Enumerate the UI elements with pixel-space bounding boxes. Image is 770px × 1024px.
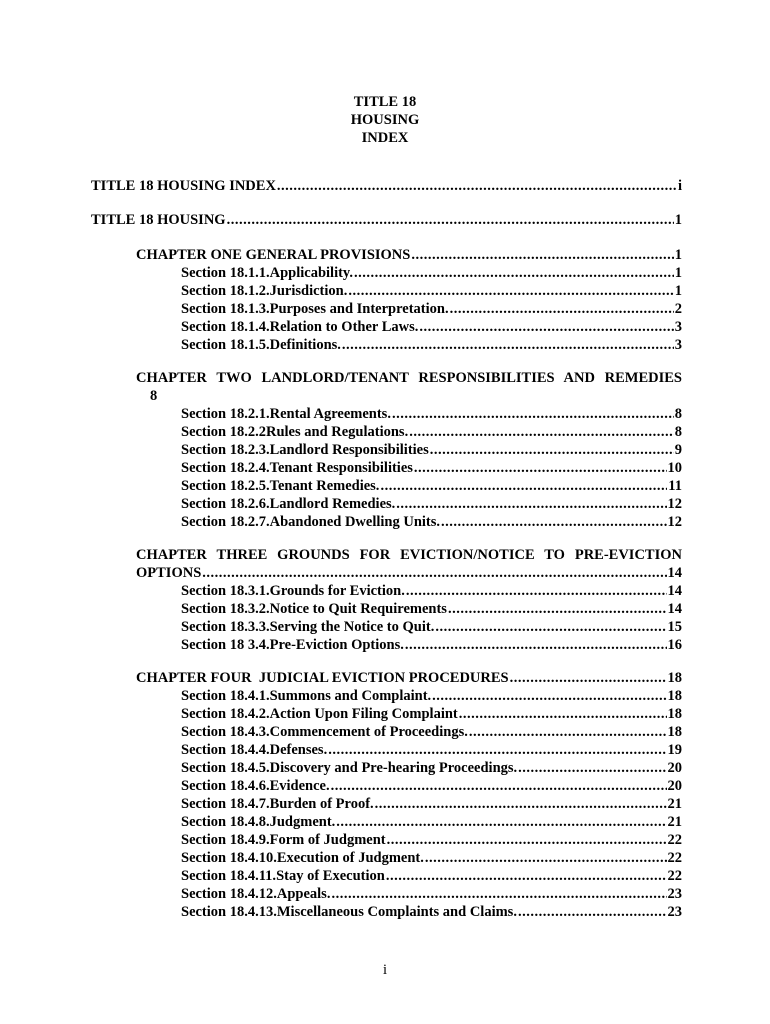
- dot-leader: [518, 903, 667, 921]
- toc-section[interactable]: [181, 495, 682, 513]
- toc-section[interactable]: [181, 318, 682, 336]
- toc-page-number: 16: [667, 637, 682, 653]
- section-number: Section 18.4.1.: [181, 688, 270, 704]
- toc-section[interactable]: [181, 405, 682, 423]
- section-number: Section 18.4.12.: [181, 886, 277, 902]
- toc-entry-text: TITLE 18 HOUSING INDEX: [91, 178, 276, 194]
- toc-page-number: 14: [667, 601, 682, 617]
- toc-page-number: 3: [674, 337, 682, 353]
- section-title: Tenant Remedies.: [269, 478, 380, 494]
- toc-page-number: i: [677, 178, 682, 194]
- toc-page-number: 18: [667, 706, 682, 722]
- dot-leader: [375, 795, 667, 813]
- section-title: Tenant Responsibilities: [269, 460, 413, 476]
- dot-leader: [348, 282, 673, 300]
- dot-leader: [387, 831, 667, 849]
- section-number: Section 18.2.2: [181, 424, 266, 440]
- dot-leader: [354, 264, 674, 282]
- section-number: Section 18.3.1.: [181, 583, 270, 599]
- dot-leader: [450, 300, 674, 318]
- toc-section[interactable]: [181, 759, 682, 777]
- section-title: Notice to Quit Requirements: [269, 601, 447, 617]
- dot-leader: [336, 813, 666, 831]
- dot-leader: [396, 495, 666, 513]
- dot-leader: [380, 477, 667, 495]
- toc-page-number: 18: [667, 724, 682, 740]
- toc-section[interactable]: [181, 459, 682, 477]
- toc-section[interactable]: [181, 723, 682, 741]
- section-title: Appeals.: [276, 886, 331, 902]
- toc-entry-title-housing[interactable]: [91, 211, 682, 229]
- toc-section[interactable]: [181, 618, 682, 636]
- dot-leader: [386, 867, 667, 885]
- section-title: Discovery and Pre-hearing Proceedings.: [269, 760, 518, 776]
- toc-section[interactable]: [181, 849, 682, 867]
- section-number: Section 18.2.4.: [181, 460, 270, 476]
- section-number: Section 18.4.6.: [181, 778, 270, 794]
- section-number: Section 18.4.5.: [181, 760, 270, 776]
- toc-page-number: 1: [674, 212, 682, 228]
- section-title: Rental Agreements.: [269, 406, 391, 422]
- dot-leader: [459, 705, 667, 723]
- section-title: Defenses.: [269, 742, 328, 758]
- dot-leader: [227, 211, 674, 229]
- toc-page-number: 20: [667, 760, 682, 776]
- section-title: Burden of Proof.: [269, 796, 374, 812]
- dot-leader: [441, 513, 666, 531]
- toc-section[interactable]: [181, 687, 682, 705]
- section-title: Execution of Judgment.: [276, 850, 424, 866]
- chapter-title: CHAPTER ONE GENERAL PROVISIONS: [136, 247, 411, 263]
- section-title: Form of Judgment: [269, 832, 386, 848]
- chapter-title: OPTIONS: [136, 565, 202, 581]
- toc-page-number: 9: [674, 442, 682, 458]
- section-number: Section 18.2.7.: [181, 514, 270, 530]
- section-title: Judgment.: [269, 814, 336, 830]
- section-number: Section 18 3.4.: [181, 637, 270, 653]
- toc-page-number: 23: [667, 886, 682, 902]
- toc-section[interactable]: [181, 477, 682, 495]
- toc-page-number: 12: [667, 514, 682, 530]
- toc-chapter-three[interactable]: [136, 546, 682, 564]
- section-number: Section 18.2.5.: [181, 478, 270, 494]
- page-number: i: [382, 962, 388, 978]
- toc-section[interactable]: [181, 423, 682, 441]
- section-number: Section 18.2.6.: [181, 496, 270, 512]
- toc-section[interactable]: [181, 867, 682, 885]
- toc-page-number: 11: [668, 478, 682, 494]
- dot-leader: [518, 759, 666, 777]
- toc-page-number: 1: [674, 265, 682, 281]
- section-title: Serving the Notice to Quit.: [269, 619, 435, 635]
- toc-section[interactable]: [181, 282, 682, 300]
- toc-chapter-two[interactable]: [136, 369, 682, 405]
- dot-leader: [411, 246, 673, 264]
- toc-section[interactable]: [181, 636, 682, 654]
- toc-section[interactable]: [181, 813, 682, 831]
- toc-page-number: 3: [674, 319, 682, 335]
- section-number: Section 18.4.7.: [181, 796, 270, 812]
- section-number: Section 18.4.13.: [181, 904, 277, 920]
- toc-section[interactable]: [181, 300, 682, 318]
- section-title: Miscellaneous Complaints and Claims.: [276, 904, 517, 920]
- toc-section[interactable]: [181, 441, 682, 459]
- section-title: Evidence.: [269, 778, 330, 794]
- toc-page-number: 18: [667, 688, 682, 704]
- section-title: Summons and Complaint.: [269, 688, 432, 704]
- title-line: TITLE 18: [353, 94, 417, 110]
- section-number: Section 18.3.3.: [181, 619, 270, 635]
- section-number: Section 18.1.1.: [181, 265, 270, 281]
- toc-page-number: 8: [674, 406, 682, 422]
- section-number: Section 18.2.1.: [181, 406, 270, 422]
- toc-section[interactable]: [181, 513, 682, 531]
- section-number: Section 18.1.4.: [181, 319, 270, 335]
- dot-leader: [419, 318, 673, 336]
- dot-leader: [202, 564, 666, 582]
- dot-leader: [448, 600, 667, 618]
- toc-section[interactable]: [181, 582, 682, 600]
- toc-section[interactable]: [181, 741, 682, 759]
- section-number: Section 18.1.5.: [181, 337, 270, 353]
- section-title: Abandoned Dwelling Units.: [269, 514, 441, 530]
- toc-page-number: 21: [667, 796, 682, 812]
- chapter-title: CHAPTER FOUR JUDICIAL EVICTION PROCEDURES: [136, 670, 509, 686]
- toc-page-number: 14: [667, 583, 682, 599]
- section-title: Purposes and Interpretation.: [269, 301, 449, 317]
- section-number: Section 18.4.3.: [181, 724, 270, 740]
- section-title: Landlord Responsibilities: [269, 442, 429, 458]
- section-title: Landlord Remedies.: [269, 496, 396, 512]
- toc-page-number: 23: [667, 904, 682, 920]
- toc-page-number: 18: [667, 670, 682, 686]
- dot-leader: [331, 885, 666, 903]
- toc-section[interactable]: [181, 705, 682, 723]
- dot-leader: [469, 723, 667, 741]
- dot-leader: [414, 459, 667, 477]
- toc-section[interactable]: [181, 903, 682, 921]
- toc-section[interactable]: [181, 885, 682, 903]
- section-title: Jurisdiction.: [269, 283, 348, 299]
- toc-section[interactable]: [181, 600, 682, 618]
- dot-leader: [331, 777, 667, 795]
- toc-entry-title-index[interactable]: [91, 177, 682, 195]
- toc-chapter-one[interactable]: [136, 246, 682, 264]
- toc-page-number: 8: [150, 388, 158, 404]
- section-title: Rules and Regulations.: [265, 424, 409, 440]
- section-number: Section 18.4.10.: [181, 850, 277, 866]
- toc-page-number: 22: [667, 850, 682, 866]
- section-number: Section 18.4.11.: [181, 868, 277, 884]
- toc-section[interactable]: [181, 336, 682, 354]
- toc-page-number: 22: [667, 832, 682, 848]
- dot-leader: [510, 669, 667, 687]
- toc-section[interactable]: [181, 831, 682, 849]
- toc-page-number: 22: [667, 868, 682, 884]
- dot-leader: [435, 618, 666, 636]
- toc-page-number: 12: [667, 496, 682, 512]
- section-title: Grounds for Eviction.: [269, 583, 405, 599]
- section-number: Section 18.1.2.: [181, 283, 270, 299]
- toc-page-number: 8: [674, 424, 682, 440]
- section-number: Section 18.4.4.: [181, 742, 270, 758]
- dot-leader: [328, 741, 666, 759]
- chapter-title: CHAPTER THREE GROUNDS FOR EVICTION/NOTICE TO PRE-EVICTION: [136, 547, 682, 563]
- section-title: Pre-Eviction Options.: [269, 637, 404, 653]
- section-number: Section 18.3.2.: [181, 601, 270, 617]
- section-title: Action Upon Filing Complaint: [269, 706, 458, 722]
- toc-page-number: 1: [674, 247, 682, 263]
- dot-leader: [430, 441, 674, 459]
- dot-leader: [277, 177, 677, 195]
- dot-leader: [392, 405, 674, 423]
- dot-leader: [405, 636, 667, 654]
- section-number: Section 18.2.3.: [181, 442, 270, 458]
- dot-leader: [425, 849, 667, 867]
- dot-leader: [409, 423, 674, 441]
- dot-leader: [406, 582, 667, 600]
- toc-entry-text: TITLE 18 HOUSING: [91, 212, 226, 228]
- title-line: HOUSING: [350, 112, 420, 128]
- toc-page-number: 10: [667, 460, 682, 476]
- toc-page-number: 19: [667, 742, 682, 758]
- section-number: Section 18.4.8.: [181, 814, 270, 830]
- toc-section[interactable]: [181, 264, 682, 282]
- dot-leader: [432, 687, 666, 705]
- toc-page-number: 2: [674, 301, 682, 317]
- section-number: Section 18.4.2.: [181, 706, 270, 722]
- document-title: [0, 93, 770, 147]
- section-title: Relation to Other Laws.: [269, 319, 419, 335]
- section-number: Section 18.4.9.: [181, 832, 270, 848]
- toc-page-number: 15: [667, 619, 682, 635]
- dot-leader: [342, 336, 674, 354]
- section-title: Applicability.: [269, 265, 354, 281]
- toc-chapter-four[interactable]: [136, 669, 682, 687]
- toc-page-number: 1: [674, 283, 682, 299]
- toc-section[interactable]: [181, 777, 682, 795]
- section-title: Definitions.: [269, 337, 341, 353]
- toc-page-number: 21: [667, 814, 682, 830]
- chapter-title: CHAPTER TWO LANDLORD/TENANT RESPONSIBILITIES AND REMEDIES: [136, 370, 682, 386]
- toc-section[interactable]: [181, 795, 682, 813]
- toc-chapter-three-cont[interactable]: [136, 564, 682, 582]
- section-title: Stay of Execution: [276, 868, 385, 884]
- toc-page-number: 20: [667, 778, 682, 794]
- section-title: Commencement of Proceedings.: [269, 724, 468, 740]
- section-number: Section 18.1.3.: [181, 301, 270, 317]
- toc-page-number: 14: [667, 565, 682, 581]
- title-line: INDEX: [361, 130, 409, 146]
